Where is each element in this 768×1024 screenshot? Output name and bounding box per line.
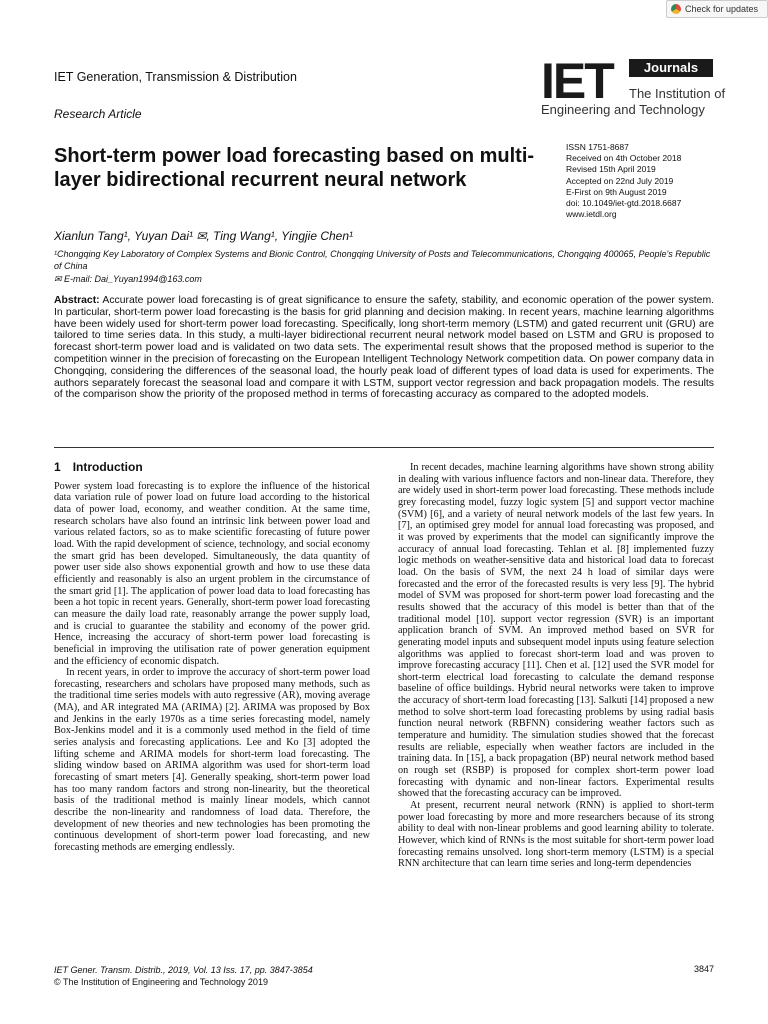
paragraph: In recent decades, machine learning algorithms have shown strong ability in dealing with various influence factors and non-linear data. Therefore, they are widely used in short-term power load forecasting. These methods include grey forecasting model, fuzzy logic system [5] and support vector machine (SVM) [6], and a variety of neural network models of the last few years. In [7], an optimised grey model for annual load forecasting was proposed, and it was proved by experiments that the model can significantly improve the accuracy of annual load forecasting. Tehlan et al. [8] implemented fuzzy logic methods on weather-sensitive data and historical load data to forecast load. On the basis of SVM, the next 24 h load of similar days were forecasted and the error of the forecasted results is very less [9]. The hybrid model of SVM was proposed for short-term power load forecasting and the results showed that the accuracy of this model is better than that of the traditional model [10]. support vector regression (SVR) is an important application branch of SVM. An improved method based on SVR for generating model inputs and subsequent model inputs using feature selection algorithms was applied to forecast short-term load and was proven to improve forecasting accuracy [11]. Chen et al. [12] used the SVR model for short-term electrical load forecasting to calculate the demand response baseline of office buildings. Hybrid neural networks were taken to improve the accuracy of short-term load forecasting [13]. Salkuti [14] proposed a new method to solve short-term load forecasting problems by using radial basis function neural network (RBFNN) considering weather factors such as temperature and humidity. The simulation studies showed that the forecast results are reliable, especially when weather factors are included in the training data. In [15], a back propagation (BP) neural network method based on rough set (RSBP) is proposed for complex short-term power load forecasting with dynamic and non-linear factors. Experimental results showed that the forecasting accuracy can be improved. [398,462,714,800]
body-column-right [398,462,714,870]
article-title: Short-term power load forecasting based on multi-layer bidirectional recurrent neural network [54,145,535,191]
received-date: Received on 4th October 2018 [566,153,682,164]
footer-citation [54,964,313,988]
abstract-label: Abstract: [54,295,100,306]
check-for-updates-label: Check for updates [685,4,759,14]
affiliation: ¹Chongqing Key Laboratory of Complex Systems and Bionic Control, Chongqing University of Posts and Telecommunications, Chongqing 400065, People's Republic of China [54,249,711,271]
journals-label: Journals [629,59,713,77]
abstract [54,295,714,401]
iet-logo [541,53,726,122]
corresponding-email[interactable]: ✉ E-mail: Dai_Yuyan1994@163.com [54,274,202,284]
efirst-date: E-First on 9th August 2019 [566,186,667,197]
article-type: Research Article [54,107,142,121]
iet-logo-mark: IET [541,53,613,109]
article-metadata [566,142,681,220]
accepted-date: Accepted on 22nd July 2019 [566,175,674,186]
section-number: 1 [54,460,61,474]
check-for-updates-button[interactable] [666,0,768,18]
page-number: 3847 [693,964,714,974]
section-title: Introduction [72,460,143,474]
body-column-left [54,462,370,854]
paragraph: In recent years, in order to improve the accuracy of short-term power load forecasting, researchers and scholars have proposed many methods, such as the traditional time series models with auto regressive (AR), moving average (MA), and AR integrated MA (ARIMA) [2]. ARIMA was proposed by Box and Jenkins in the early 1970s as a time series forecasting model, namely Box-Jenkins model and it is a commonly used method in the field of time series analysis and forecasting applications. Lee and Ko [3] adopted the lifting scheme and ARIMA models for short-term load forecasting. The sliding window based on ARIMA algorithm was used for short-term load forecasting of smart meters [4]. Generally speaking, short-term power load has too many random factors and strong non-linearity, but the theoretical basis of the traditional method is mainly linear models, which cannot describe the non-linearity and randomness of load data. Therefore, the development of new theories and new technologies has been promoting the continuous development of short-term power load forecasting, and new forecasting methods are emerging endlessly. [54,667,370,853]
doi[interactable]: doi: 10.1049/iet-gtd.2018.6687 [566,198,682,209]
paragraph: Power system load forecasting is to explore the influence of the historical data variation rule of power load on future load according to the historical data of power load, economy, and weather condition. At the same time, research scholars have also found an intrinsic link between power load and various related factors, so as to make scientific forecasting of future power load. With the rapid development of science, technology, and social economy the smart grid has been developed. Simultaneously, the data quantity of power user side also shows exponential growth and how to use these data efficiently and reasonably is also an urgent problem in the circumstance of the smart grid [1]. The application of power load data to load forecasting has been a hot topic in recent years. Generally, short-term power load forecasting can measure the daily load rate, reasonably arrange the power supply load, and is crucial to guarantee the stability and economy of the power grid. Hence, increasing the accuracy of short-term power load forecasting is beneficial in improving the utilisation rate of power generation equipment and the efficiency of economic dispatch. [54,480,370,667]
institution-line-1: The Institution of [629,86,726,101]
author-list: Xianlun Tang¹, Yuyan Dai¹ ✉, Ting Wang¹, Yingjie Chen¹ [54,229,354,243]
copyright-line: © The Institution of Engineering and Technology 2019 [54,977,268,987]
institution-line-2: Engineering and Technology [541,102,705,117]
website-link[interactable]: www.ietdl.org [566,209,617,220]
paragraph: At present, recurrent neural network (RNN) is applied to short-term power load forecasting by more and more researchers because of its strong ability to deal with non-linear problems and good learning ability to tolerate. However, which kind of RNNs is the most suitable for short-term power load forecasting remains unsolved. long short-term memory (LSTM) is a special RNN architecture that can learn time series and long-term dependencies [398,800,714,870]
journal-name: IET Generation, Transmission & Distribution [54,70,297,84]
crossmark-icon [671,4,681,14]
section-heading [54,462,370,474]
citation-line: IET Gener. Transm. Distrib., 2019, Vol. 13 Iss. 17, pp. 3847-3854 [54,965,313,975]
issn: ISSN 1751-8687 [566,142,629,152]
revised-date: Revised 15th April 2019 [566,164,656,175]
abstract-text: Accurate power load forecasting is of great significance to ensure the safety, stability, and economic operation of the power system. In particular, short-term power load forecasting is the basis for grid planning and decision making. In recent years, machine learning algorithms have been widely used for short-term power load forecasting. Specifically, long short-term memory (LSTM) and gated recurrent unit (GRU) are tailored to time series data. In this study, a multi-layer bidirectional recurrent neural network model based on LSTM and GRU is proposed to forecast short-term power load and is validated on two data sets. The experimental result shows that the proposed method is superior to the competition winner in the precision of forecasting on the European Intelligent Technology Network competition data. On power company data in Chongqing, considering the differences of the seasonal load, the hourly peak load of different types of load data is used for experiments. The authors separately forecast the seasonal load and compare it with LSTM, support vector regression and back propagation models. The results of the comparison show the priority of the proposed method in terms of forecasting accuracy as compared to the adopted models. [54,295,714,401]
section-divider [54,447,714,448]
